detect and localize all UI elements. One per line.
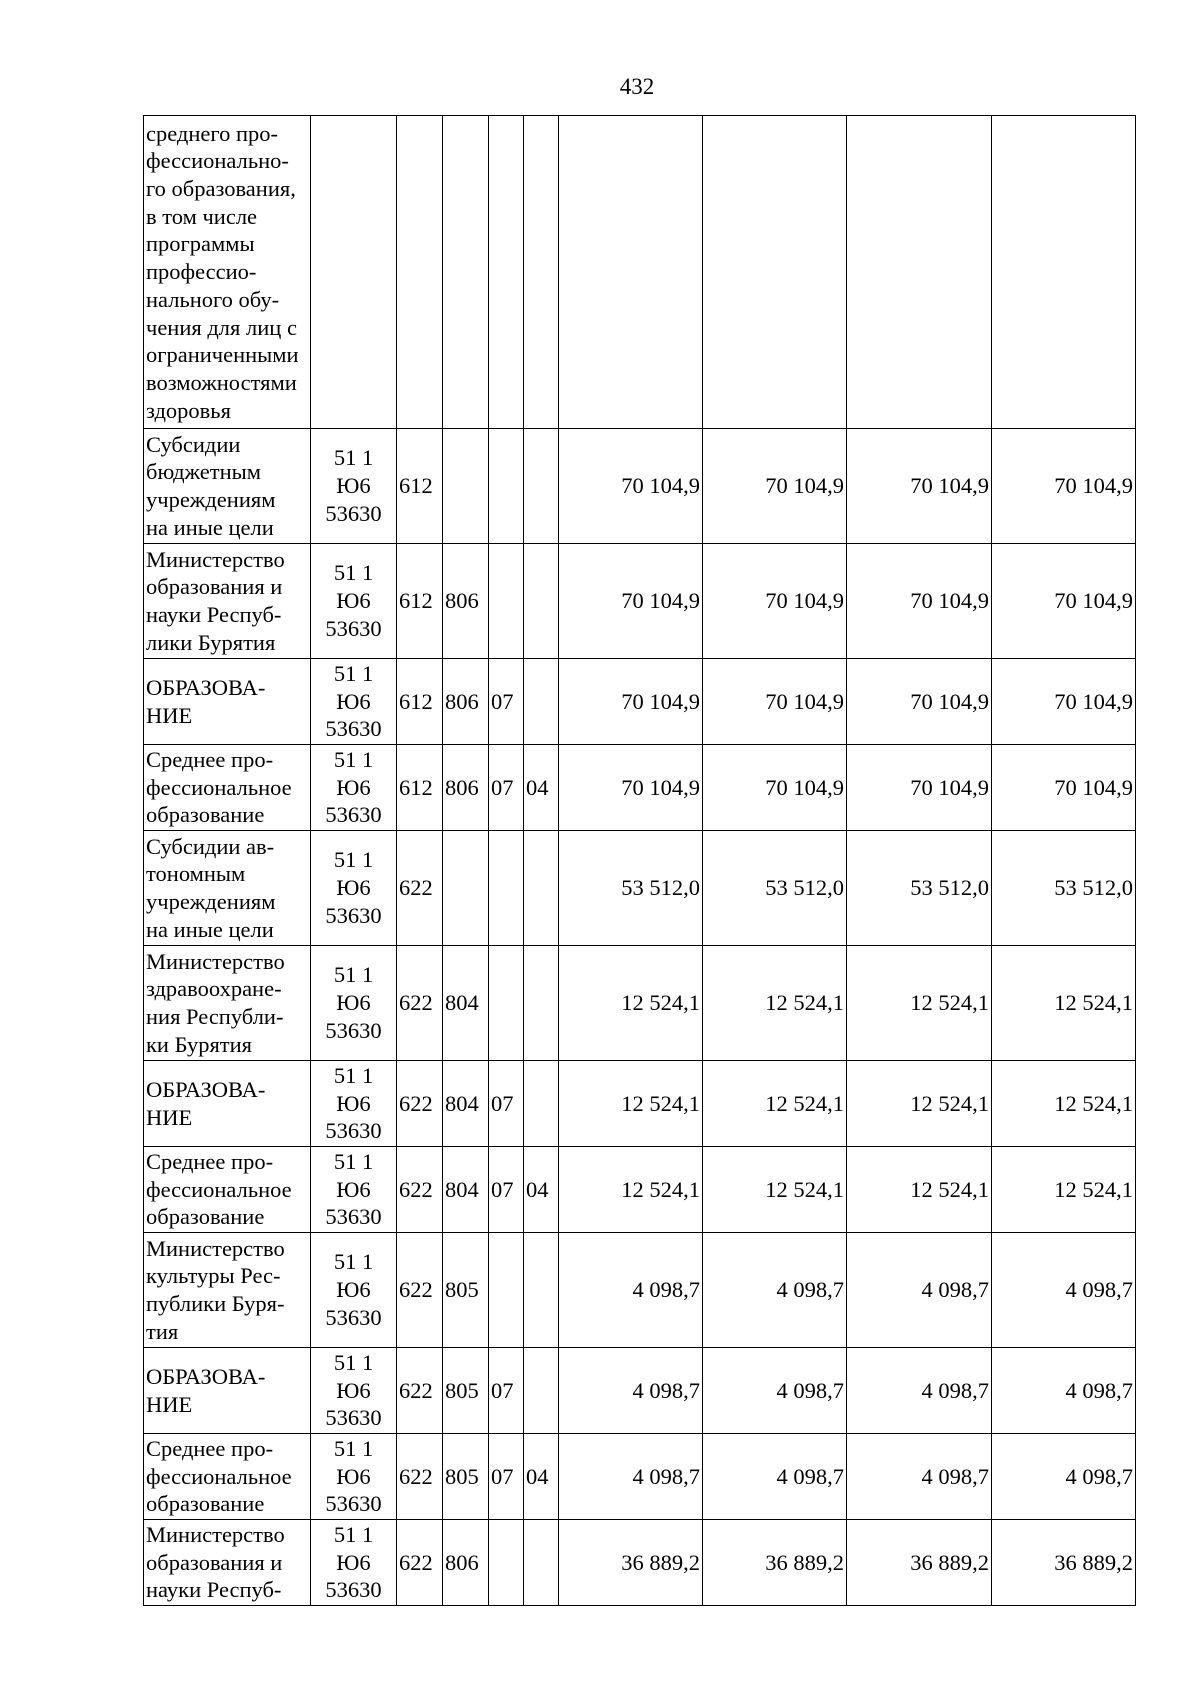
name-line: науки Респуб-	[146, 602, 282, 627]
name-line: ОБРАЗОВА-	[146, 674, 266, 700]
amount-1: 12 524,1	[559, 1061, 703, 1147]
name-line: Субсидии ав-	[146, 833, 275, 859]
amount-1	[559, 116, 703, 429]
expense-type-code: 622	[397, 831, 443, 946]
row-name	[144, 745, 311, 831]
code-line: 53630	[325, 716, 382, 742]
amount-3: 36 889,2	[847, 1520, 992, 1606]
code-line: Ю6	[336, 875, 371, 901]
ministry-code: 805	[443, 1233, 489, 1348]
name-line: ния Республи-	[146, 1004, 284, 1029]
name-line: на иные цели	[146, 916, 274, 942]
code-line: Ю6	[336, 1463, 371, 1489]
amount-2: 4 098,7	[703, 1348, 847, 1434]
ministry-code	[443, 429, 489, 544]
ministry-code: 806	[443, 544, 489, 659]
section-code	[489, 1520, 524, 1606]
name-line: среднего про-	[146, 120, 278, 146]
amount-1: 36 889,2	[559, 1520, 703, 1606]
row-name	[144, 116, 311, 429]
expense-type-code	[397, 116, 443, 429]
amount-2: 70 104,9	[703, 745, 847, 831]
name-line: образование	[146, 802, 265, 828]
ministry-code: 804	[443, 1061, 489, 1147]
name-line: учреждениям	[146, 487, 276, 512]
section-code: 07	[489, 1348, 524, 1434]
name-line: ки Бурятия	[146, 1031, 253, 1057]
name-line: Министерство	[146, 1521, 285, 1547]
name-line: тономным	[146, 861, 246, 887]
target-article-code	[311, 831, 397, 946]
code-line: 51 1	[333, 847, 374, 873]
name-line: Среднее про-	[146, 746, 274, 772]
code-line: 51 1	[333, 1062, 374, 1088]
row-name	[144, 1520, 311, 1606]
amount-1: 70 104,9	[559, 544, 703, 659]
row-name	[144, 1233, 311, 1348]
code-line: Ю6	[336, 774, 371, 800]
expense-type-code: 612	[397, 429, 443, 544]
amount-3: 4 098,7	[847, 1434, 992, 1520]
code-line: Ю6	[336, 588, 371, 614]
expense-type-code: 622	[397, 1233, 443, 1348]
name-line: бюджетным	[146, 459, 262, 485]
amount-3: 4 098,7	[847, 1233, 992, 1348]
name-line: культуры Рес-	[146, 1263, 281, 1289]
amount-1: 53 512,0	[559, 831, 703, 946]
amount-1: 12 524,1	[559, 1147, 703, 1233]
name-line: образования и	[146, 1549, 283, 1575]
subsection-code	[524, 116, 559, 429]
target-article-code	[311, 1434, 397, 1520]
row-name	[144, 831, 311, 946]
row-name	[144, 1348, 311, 1434]
amount-4: 12 524,1	[992, 1147, 1136, 1233]
expense-type-code: 622	[397, 1520, 443, 1606]
name-line: фессионально-	[146, 148, 289, 174]
amount-1: 4 098,7	[559, 1233, 703, 1348]
target-article-code	[311, 544, 397, 659]
table-row	[144, 1061, 1136, 1147]
code-line: 51 1	[333, 1249, 374, 1275]
amount-2: 4 098,7	[703, 1233, 847, 1348]
code-line: 53630	[325, 1405, 382, 1431]
code-line: 53630	[325, 500, 382, 526]
code-line: Ю6	[336, 1549, 371, 1575]
code-line: Ю6	[336, 990, 371, 1016]
amount-2: 12 524,1	[703, 946, 847, 1061]
section-code: 07	[489, 1061, 524, 1147]
expense-type-code: 612	[397, 544, 443, 659]
code-line: 53630	[325, 615, 382, 641]
section-code: 07	[489, 659, 524, 745]
name-line: чения для лиц с	[146, 314, 297, 340]
subsection-code	[524, 1233, 559, 1348]
table-row	[144, 946, 1136, 1061]
code-line: 51 1	[333, 660, 374, 686]
amount-4: 70 104,9	[992, 544, 1136, 659]
name-line: здравоохране-	[146, 976, 282, 1002]
table-row	[144, 116, 1136, 429]
code-line: Ю6	[336, 1377, 371, 1403]
ministry-code: 804	[443, 946, 489, 1061]
name-line: лики Бурятия	[146, 629, 276, 655]
ministry-code: 805	[443, 1348, 489, 1434]
amount-4: 36 889,2	[992, 1520, 1136, 1606]
amount-4: 70 104,9	[992, 429, 1136, 544]
subsection-code	[524, 544, 559, 659]
expense-type-code: 612	[397, 659, 443, 745]
code-line: 53630	[325, 1577, 382, 1603]
code-line: 53630	[325, 1204, 382, 1230]
ministry-code: 806	[443, 659, 489, 745]
name-line: Среднее про-	[146, 1148, 274, 1174]
section-code	[489, 116, 524, 429]
ministry-code: 805	[443, 1434, 489, 1520]
target-article-code	[311, 659, 397, 745]
amount-3: 70 104,9	[847, 544, 992, 659]
amount-4: 4 098,7	[992, 1348, 1136, 1434]
name-line: образование	[146, 1491, 265, 1517]
section-code	[489, 831, 524, 946]
amount-3: 53 512,0	[847, 831, 992, 946]
row-name	[144, 659, 311, 745]
amount-3: 12 524,1	[847, 1061, 992, 1147]
section-code: 07	[489, 745, 524, 831]
name-line: учреждениям	[146, 889, 276, 914]
code-line: 51 1	[333, 746, 374, 772]
name-line: фессиональное	[146, 774, 292, 800]
code-line: 51 1	[333, 445, 374, 471]
ministry-code: 806	[443, 1520, 489, 1606]
subsection-code: 04	[524, 1434, 559, 1520]
name-line: ограниченными	[146, 342, 299, 368]
name-line: возможностями	[146, 369, 297, 395]
name-line: науки Респуб-	[146, 1577, 282, 1603]
name-line: НИЕ	[146, 702, 193, 728]
section-code	[489, 429, 524, 544]
table-row	[144, 659, 1136, 745]
subsection-code	[524, 946, 559, 1061]
name-line: НИЕ	[146, 1391, 193, 1417]
target-article-code	[311, 1520, 397, 1606]
amount-2	[703, 116, 847, 429]
row-name	[144, 1147, 311, 1233]
amount-3: 70 104,9	[847, 745, 992, 831]
amount-1: 4 098,7	[559, 1348, 703, 1434]
amount-2: 4 098,7	[703, 1434, 847, 1520]
ministry-code	[443, 831, 489, 946]
row-name	[144, 544, 311, 659]
table-row	[144, 745, 1136, 831]
row-name	[144, 1434, 311, 1520]
expense-type-code: 622	[397, 1061, 443, 1147]
amount-2: 70 104,9	[703, 429, 847, 544]
expense-type-code: 622	[397, 1434, 443, 1520]
code-line: 51 1	[333, 1349, 374, 1375]
code-line: 51 1	[333, 560, 374, 586]
name-line: ОБРАЗОВА-	[146, 1076, 266, 1102]
section-code: 07	[489, 1147, 524, 1233]
code-line: 51 1	[333, 1521, 374, 1547]
name-line: нального обу-	[146, 286, 280, 312]
amount-4: 4 098,7	[992, 1233, 1136, 1348]
name-line: Министерство	[146, 948, 285, 974]
code-line: 53630	[325, 902, 382, 928]
table-row	[144, 1348, 1136, 1434]
amount-3: 12 524,1	[847, 1147, 992, 1233]
amount-3: 4 098,7	[847, 1348, 992, 1434]
amount-1: 70 104,9	[559, 745, 703, 831]
expense-type-code: 622	[397, 946, 443, 1061]
amount-2: 53 512,0	[703, 831, 847, 946]
amount-3: 70 104,9	[847, 429, 992, 544]
amount-3: 70 104,9	[847, 659, 992, 745]
amount-4: 12 524,1	[992, 1061, 1136, 1147]
amount-3: 12 524,1	[847, 946, 992, 1061]
table-row	[144, 1147, 1136, 1233]
code-line: 53630	[325, 802, 382, 828]
name-line: фессиональное	[146, 1463, 292, 1489]
expense-type-code: 612	[397, 745, 443, 831]
subsection-code	[524, 1520, 559, 1606]
section-code	[489, 544, 524, 659]
name-line: Министерство	[146, 1235, 285, 1261]
amount-4: 53 512,0	[992, 831, 1136, 946]
code-line: 53630	[325, 1304, 382, 1330]
name-line: НИЕ	[146, 1104, 193, 1130]
page-number: 432	[619, 74, 655, 99]
amount-1: 12 524,1	[559, 946, 703, 1061]
amount-4	[992, 116, 1136, 429]
subsection-code	[524, 1348, 559, 1434]
target-article-code	[311, 946, 397, 1061]
name-line: Субсидии	[146, 431, 241, 457]
name-line: на иные цели	[146, 514, 274, 540]
table-body	[144, 116, 1136, 1606]
name-line: ОБРАЗОВА-	[146, 1363, 266, 1389]
subsection-code	[524, 1061, 559, 1147]
name-line: го образования,	[146, 176, 296, 202]
code-line: Ю6	[336, 688, 371, 714]
code-line: 53630	[325, 1491, 382, 1517]
ministry-code: 806	[443, 745, 489, 831]
amount-2: 36 889,2	[703, 1520, 847, 1606]
amount-3	[847, 116, 992, 429]
name-line: образования и	[146, 574, 283, 600]
section-code	[489, 1233, 524, 1348]
row-name	[144, 429, 311, 544]
code-line: Ю6	[336, 1176, 371, 1202]
target-article-code	[311, 745, 397, 831]
name-line: тия	[146, 1318, 179, 1344]
row-name	[144, 946, 311, 1061]
name-line: здоровья	[146, 397, 231, 423]
table-row	[144, 831, 1136, 946]
amount-1: 4 098,7	[559, 1434, 703, 1520]
table-row	[144, 429, 1136, 544]
amount-4: 70 104,9	[992, 659, 1136, 745]
code-line: 53630	[325, 1118, 382, 1144]
name-line: Среднее про-	[146, 1435, 274, 1461]
subsection-code: 04	[524, 1147, 559, 1233]
amount-4: 70 104,9	[992, 745, 1136, 831]
table-row	[144, 1233, 1136, 1348]
name-line: образование	[146, 1204, 265, 1230]
amount-2: 70 104,9	[703, 544, 847, 659]
ministry-code	[443, 116, 489, 429]
code-line: Ю6	[336, 473, 371, 499]
table-row	[144, 1434, 1136, 1520]
table-row	[144, 1520, 1136, 1606]
name-line: фессиональное	[146, 1176, 292, 1202]
ministry-code: 804	[443, 1147, 489, 1233]
subsection-code: 04	[524, 745, 559, 831]
target-article-code	[311, 1348, 397, 1434]
amount-1: 70 104,9	[559, 659, 703, 745]
target-article-code	[311, 1233, 397, 1348]
table-row	[144, 544, 1136, 659]
name-line: публики Буря-	[146, 1291, 285, 1316]
subsection-code	[524, 831, 559, 946]
name-line: в том числе	[146, 203, 258, 229]
section-code: 07	[489, 1434, 524, 1520]
subsection-code	[524, 429, 559, 544]
budget-table	[143, 115, 1136, 1606]
target-article-code	[311, 1061, 397, 1147]
target-article-code	[311, 116, 397, 429]
code-line: 51 1	[333, 962, 374, 988]
amount-4: 12 524,1	[992, 946, 1136, 1061]
name-line: программы	[146, 231, 255, 257]
code-line: 53630	[325, 1017, 382, 1043]
target-article-code	[311, 1147, 397, 1233]
name-line: профессио-	[146, 259, 257, 285]
target-article-code	[311, 429, 397, 544]
expense-type-code: 622	[397, 1348, 443, 1434]
section-code	[489, 946, 524, 1061]
amount-2: 12 524,1	[703, 1147, 847, 1233]
name-line: Министерство	[146, 546, 285, 572]
subsection-code	[524, 659, 559, 745]
code-line: 51 1	[333, 1148, 374, 1174]
expense-type-code: 622	[397, 1147, 443, 1233]
amount-2: 12 524,1	[703, 1061, 847, 1147]
amount-4: 4 098,7	[992, 1434, 1136, 1520]
code-line: Ю6	[336, 1090, 371, 1116]
code-line: 51 1	[333, 1435, 374, 1461]
row-name	[144, 1061, 311, 1147]
code-line: Ю6	[336, 1277, 371, 1303]
amount-1: 70 104,9	[559, 429, 703, 544]
amount-2: 70 104,9	[703, 659, 847, 745]
